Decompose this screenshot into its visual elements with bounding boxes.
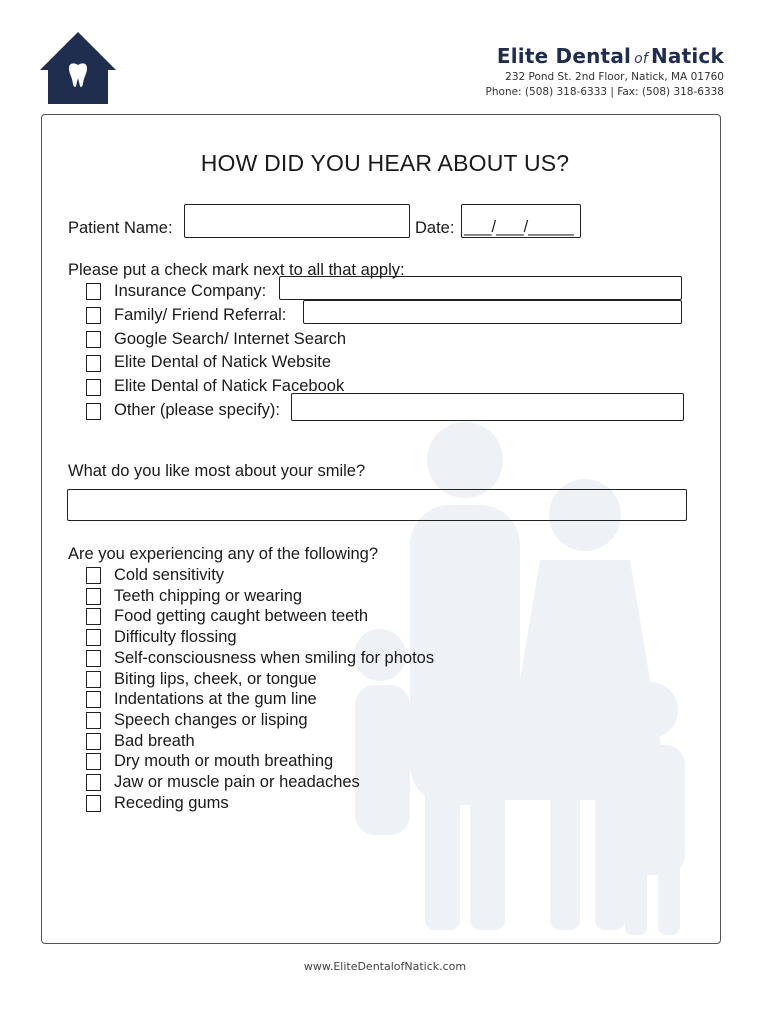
checkbox-website[interactable] [86, 355, 101, 372]
practice-name: Elite Dental of Natick [496, 44, 724, 68]
checkbox-referral[interactable] [86, 307, 101, 324]
check-instruction: Please put a check mark next to all that apply: [68, 261, 405, 279]
symptom-checkbox[interactable] [86, 650, 101, 667]
symptom-label: Self-consciousness when smiling for photos [114, 648, 435, 667]
symptom-label: Teeth chipping or wearing [114, 586, 303, 605]
symptom-label: Receding gums [114, 793, 229, 812]
insurance-company-field[interactable] [279, 276, 682, 300]
source-website-label: Elite Dental of Natick Website [114, 353, 332, 371]
house-tooth-logo-icon [36, 30, 120, 106]
symptom-checkbox[interactable] [86, 588, 101, 605]
symptom-checkbox[interactable] [86, 608, 101, 625]
footer-website: www.EliteDentalofNatick.com [303, 960, 467, 973]
date-placeholder: ___/___/_____ [464, 218, 575, 236]
patient-name-field[interactable] [184, 204, 410, 238]
practice-address: 232 Pond St. 2nd Floor, Natick, MA 01760 [505, 71, 724, 83]
symptom-label: Difficulty flossing [114, 628, 237, 647]
symptom-label: Jaw or muscle pain or headaches [114, 773, 360, 791]
symptom-checkbox[interactable] [86, 567, 101, 584]
form-title: HOW DID YOU HEAR ABOUT US? [200, 150, 570, 176]
symptom-checkbox[interactable] [86, 712, 101, 729]
practice-phone-fax: Phone: (508) 318-6333 | Fax: (508) 318-6338 [485, 86, 724, 98]
smile-answer-field[interactable] [67, 489, 687, 521]
date-label: Date: [415, 219, 455, 237]
symptom-label: Bad breath [114, 731, 195, 750]
source-google-label: Google Search/ Internet Search [114, 330, 347, 348]
symptom-label: Cold sensitivity [114, 566, 225, 584]
symptom-label: Indentations at the gum line [114, 690, 317, 709]
source-other-label: Other (please specify): [114, 401, 280, 419]
checkbox-google[interactable] [86, 331, 101, 348]
symptom-checkbox[interactable] [86, 753, 101, 770]
symptom-checkbox[interactable] [86, 733, 101, 750]
symptom-label: Biting lips, cheek, or tongue [114, 669, 317, 688]
checkbox-insurance[interactable] [86, 283, 101, 300]
symptom-checkbox[interactable] [86, 691, 101, 708]
referral-field[interactable] [303, 300, 682, 324]
symptom-checkbox[interactable] [86, 671, 101, 688]
source-insurance-label: Insurance Company: [114, 282, 267, 300]
symptom-checkbox[interactable] [86, 795, 101, 812]
checkbox-facebook[interactable] [86, 379, 101, 396]
symptoms-question: Are you experiencing any of the following? [68, 545, 379, 563]
symptom-label: Dry mouth or mouth breathing [114, 752, 334, 771]
patient-name-label: Patient Name: [68, 219, 173, 237]
symptom-checkbox[interactable] [86, 774, 101, 791]
smile-question: What do you like most about your smile? [68, 462, 366, 480]
date-field[interactable] [461, 204, 581, 238]
practice-header [486, 44, 724, 98]
symptom-label: Food getting caught between teeth [114, 607, 369, 626]
symptom-label: Speech changes or lisping [114, 710, 308, 729]
symptom-checkbox[interactable] [86, 629, 101, 646]
source-facebook-label: Elite Dental of Natick Facebook [114, 377, 345, 395]
other-specify-field[interactable] [291, 393, 684, 421]
source-referral-label: Family/ Friend Referral: [114, 306, 287, 324]
checkbox-other[interactable] [86, 403, 101, 420]
